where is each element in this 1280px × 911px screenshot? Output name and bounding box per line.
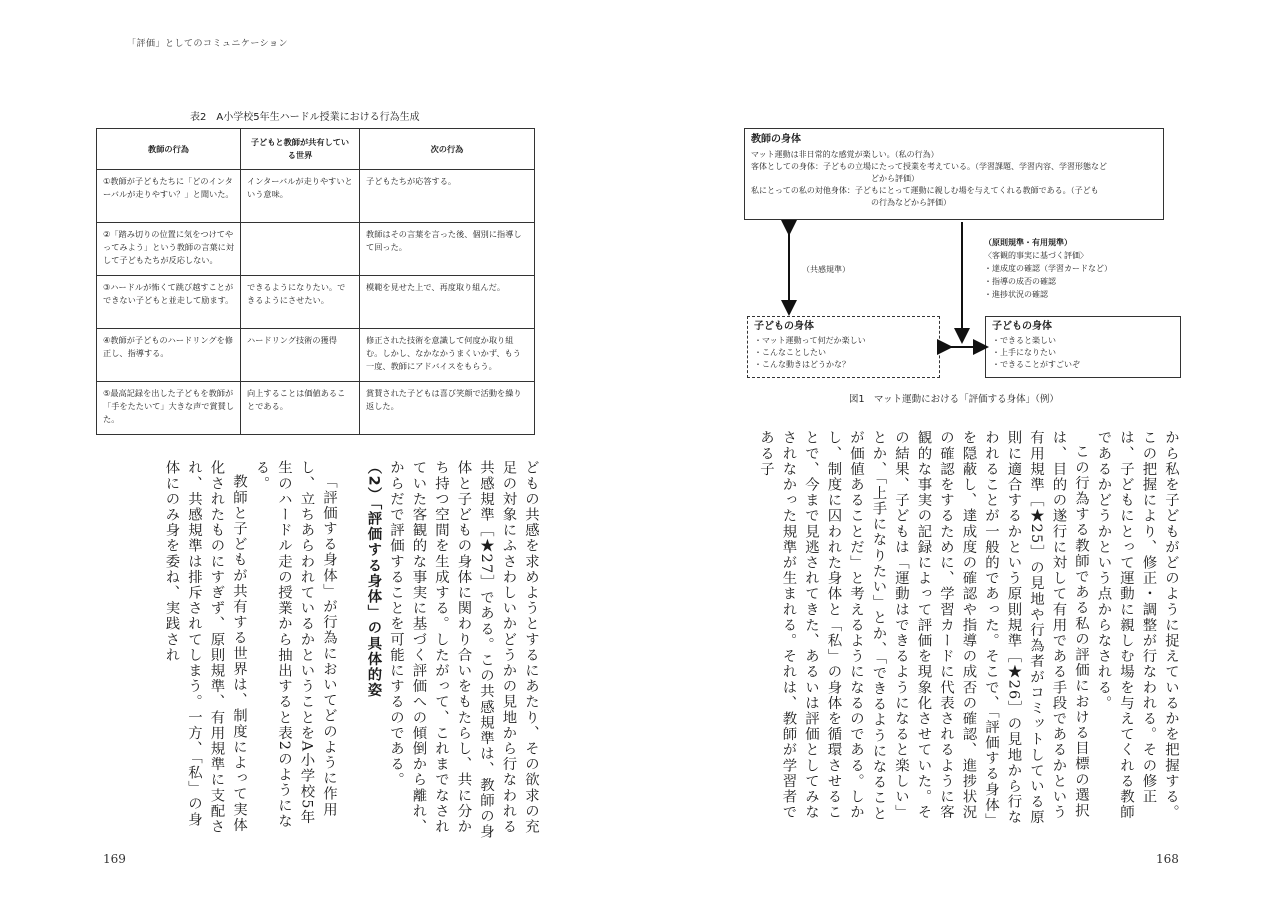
running-header: 「評価」としてのコミュニケーション [127, 39, 288, 49]
child-box-item: ・上手になりたい [992, 348, 1056, 357]
child-box-item: ・こんなことしたい [754, 348, 826, 357]
table-cell: ③ハードルが怖くて跳び越すことができない子どもと並走して励ます。 [97, 276, 241, 329]
table-cell: 向上することは価値あることである。 [241, 382, 360, 435]
section-heading: （2）「評価する身体」の具体的姿 [365, 460, 382, 699]
table-cell: ④教師が子どものハードリングを修正し、指導する。 [97, 329, 241, 382]
table-cell: ⑤最高記録を出した子どもを教師が「手をたたいて」大きな声で賞賛した。 [97, 382, 241, 435]
body-paragraph: 「評価する身体」が行為においてどのように作用し、立ちあらわれているかということをA小学校5年生のハードル走の授業から抽出すると表2のようになる。 [253, 460, 337, 830]
teacher-box-line: どから評価） [871, 174, 919, 183]
child-box-item: ・できることがすごいぞ [992, 360, 1080, 369]
teacher-box-line: の行為などから評価） [871, 198, 951, 207]
table-cell: ハードリング技術の獲得 [241, 329, 360, 382]
table-cell: ②「踏み切りの位置に気をつけてやってみよう」という教師の言葉に対して子どもたちが反応しない。 [97, 223, 241, 276]
child-box-item: ・こんな動きはどうかな？ [754, 360, 850, 369]
table-cell: 賞賛された子どもは喜び笑顔で活動を繰り返した。 [360, 382, 535, 435]
teacher-box-line: 私にとっての私の対他身体：子どもにとって運動に親しむ場を与えてくれる教師である。（子ども [751, 186, 1099, 195]
child-box-item: ・できると楽しい [992, 336, 1056, 345]
teacher-box-line: マット運動は非日常的な感覚が楽しい。（私の行為） [751, 150, 939, 159]
rules-item: ・達成度の確認（学習カードなど） [984, 264, 1112, 273]
rules-subtitle: 〈客観的事実に基づく評価〉 [984, 251, 1088, 260]
table-cell: インターバルが走りやすいという意味。 [241, 170, 360, 223]
child-box-title: 子どもの身体 [754, 321, 814, 332]
table-cell: ①教師が子どもたちに「どのインターバルが走りやすい？」と聞いた。 [97, 170, 241, 223]
right-body-text [755, 430, 1183, 830]
table-header: 教師の行為 [97, 129, 241, 170]
table-header: 子どもと教師が共有している世界 [241, 129, 360, 170]
page-number-right: 168 [1156, 852, 1179, 866]
table-cell: 修正された技術を意識して何度か取り組む。しかし、なかなかうまくいかず、もう一度、教師にアドバイスをもらう。 [360, 329, 535, 382]
rules-item: ・指導の成否の確認 [984, 277, 1056, 286]
rules-item: ・進捗状況の確認 [984, 290, 1048, 299]
teacher-box-title: 教師の身体 [751, 134, 801, 145]
body-paragraph: どもの共感を求めようとするにあたり、その欲求の充足の対象にふさわしいかどうかの見地から行なわれる共感規準［★27］である。この共感規準は、教師の身体と子どもの身体に関わり合いをもたらし、共に分かち持つ空間を生成する。したがって、これまでなされていた客観的な事実に基づく評価への傾倒から離れ、からだで評価することを可能にするのである。 [388, 460, 539, 840]
body-paragraph: この行為する教師である私の評価における目標の選択は、目的の遂行に対して有用である手段であるかという有用規準［★25］の見地や行為者がコミットしている原則に適合するかという原則規準［★26］の見地から行なわれることが一般的であった。そこで、「評価する身体」を隠蔽し、達成度の確認や指導の成否の確認、進捗状況の確認をするために、学習カードに代表されるように客観的な事実の記録によって評価を現象化させていた。その結果、子どもは「運動はできるようになると楽しい」とか、「上手になりたい」とか、「できるようになることが価値あることだ」と考えるようになるのである。しかし、制度に囚われた身体と「私」の身体を循環させることで、今まで見逃されてきた、あるいは評価としてみなされなかった規準が生まれる。それは、教師が学習者である子 [758, 430, 1089, 829]
rules-title: （原則規準・有用規準） [984, 238, 1072, 247]
child-box-item: ・マット運動って何だか楽しい [754, 336, 866, 345]
table-cell: できるようになりたい。できるようにさせたい。 [241, 276, 360, 329]
figure-caption: 図1 マット運動における「評価する身体」（例） [849, 394, 1059, 405]
table-cell: 模範を見せた上で、再度取り組んだ。 [360, 276, 535, 329]
table-cell: 教師はその言葉を言った後、個別に指導して回った。 [360, 223, 535, 276]
table-header: 次の行為 [360, 129, 535, 170]
child-box-title: 子どもの身体 [992, 321, 1052, 332]
teacher-box-line: 客体としての身体：子どもの立場にたって授業を考えている。（学習課題、学習内容、学習形態など [751, 162, 1107, 171]
sympathy-criterion-label: （共感規準） [802, 265, 850, 274]
body-paragraph: から私を子どもがどのように捉えているかを把握する。この把握により、修正・調整が行なわれる。その修正は、子どもにとって運動に親しむ場を与えてくれる教師であるかどうかという点からなされる。 [1095, 430, 1179, 820]
table-cell: 子どもたちが応答する。 [360, 170, 535, 223]
page-number-left: 169 [103, 852, 126, 866]
body-paragraph: 教師と子どもが共有する世界は、制度によって実体化されたものにすぎず、原則規準、有用規準に支配され、共感規準は排斥されてしまう。一方、「私」の身体にのみ身を委ね、実践され [163, 460, 247, 835]
table-title: 表2 A小学校5年生ハードル授業における行為生成 [190, 112, 420, 123]
